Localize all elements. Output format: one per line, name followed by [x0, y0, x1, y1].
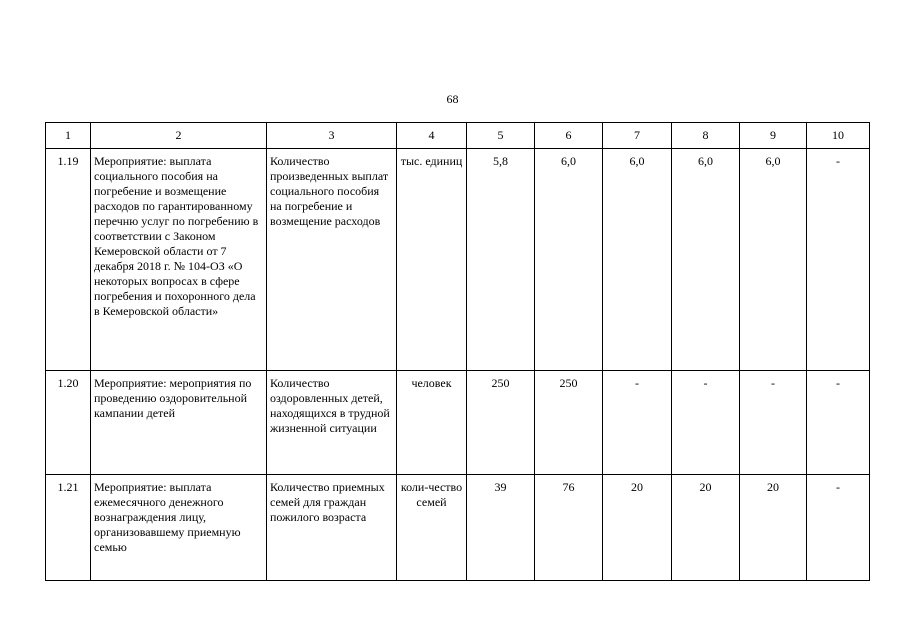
table-row — [46, 371, 870, 475]
unit-cell: тыс. единиц — [397, 149, 467, 371]
value-cell: - — [672, 371, 740, 475]
indicator-cell: Количество произведенных выплат социального пособия на погребение и возмещение расходов — [267, 149, 397, 371]
value-cell: 250 — [535, 371, 603, 475]
value-cell: - — [807, 149, 870, 371]
row-number: 1.19 — [46, 149, 91, 371]
value-cell: - — [807, 371, 870, 475]
column-header: 4 — [397, 123, 467, 149]
value-cell: 5,8 — [467, 149, 535, 371]
column-header: 10 — [807, 123, 870, 149]
event-cell: Мероприятие: выплата ежемесячного денежного вознаграждения лицу, организовавшему приемную семью — [91, 475, 267, 581]
row-number: 1.21 — [46, 475, 91, 581]
table-row — [46, 149, 870, 371]
value-cell: 76 — [535, 475, 603, 581]
column-header: 7 — [603, 123, 672, 149]
column-header: 3 — [267, 123, 397, 149]
unit-cell: человек — [397, 371, 467, 475]
value-cell: 20 — [672, 475, 740, 581]
value-cell: 20 — [740, 475, 807, 581]
header-row — [46, 123, 870, 149]
page-number: 68 — [446, 92, 459, 106]
value-cell: 20 — [603, 475, 672, 581]
indicator-cell: Количество оздоровленных детей, находящихся в трудной жизненной ситуации — [267, 371, 397, 475]
column-header: 1 — [46, 123, 91, 149]
value-cell: - — [603, 371, 672, 475]
column-header: 2 — [91, 123, 267, 149]
value-cell: - — [807, 475, 870, 581]
indicator-cell: Количество приемных семей для граждан пожилого возраста — [267, 475, 397, 581]
indicators-table — [45, 122, 870, 581]
value-cell: 6,0 — [603, 149, 672, 371]
value-cell: 6,0 — [740, 149, 807, 371]
table-row — [46, 475, 870, 581]
value-cell: 6,0 — [535, 149, 603, 371]
row-number: 1.20 — [46, 371, 91, 475]
column-header: 6 — [535, 123, 603, 149]
column-header: 5 — [467, 123, 535, 149]
value-cell: - — [740, 371, 807, 475]
value-cell: 39 — [467, 475, 535, 581]
value-cell: 250 — [467, 371, 535, 475]
event-cell: Мероприятие: выплата социального пособия на погребение и возмещение расходов по гарантированному перечню услуг по погребению в соответствии с Законом Кемеровской области от 7 декабря 2018 г. № 104-ОЗ «О некоторых вопросах в сфере погребения и похоронного дела в Кемеровской области» — [91, 149, 267, 371]
unit-cell: коли-чество семей — [397, 475, 467, 581]
column-header: 9 — [740, 123, 807, 149]
event-cell: Мероприятие: мероприятия по проведению оздоровительной кампании детей — [91, 371, 267, 475]
column-header: 8 — [672, 123, 740, 149]
value-cell: 6,0 — [672, 149, 740, 371]
